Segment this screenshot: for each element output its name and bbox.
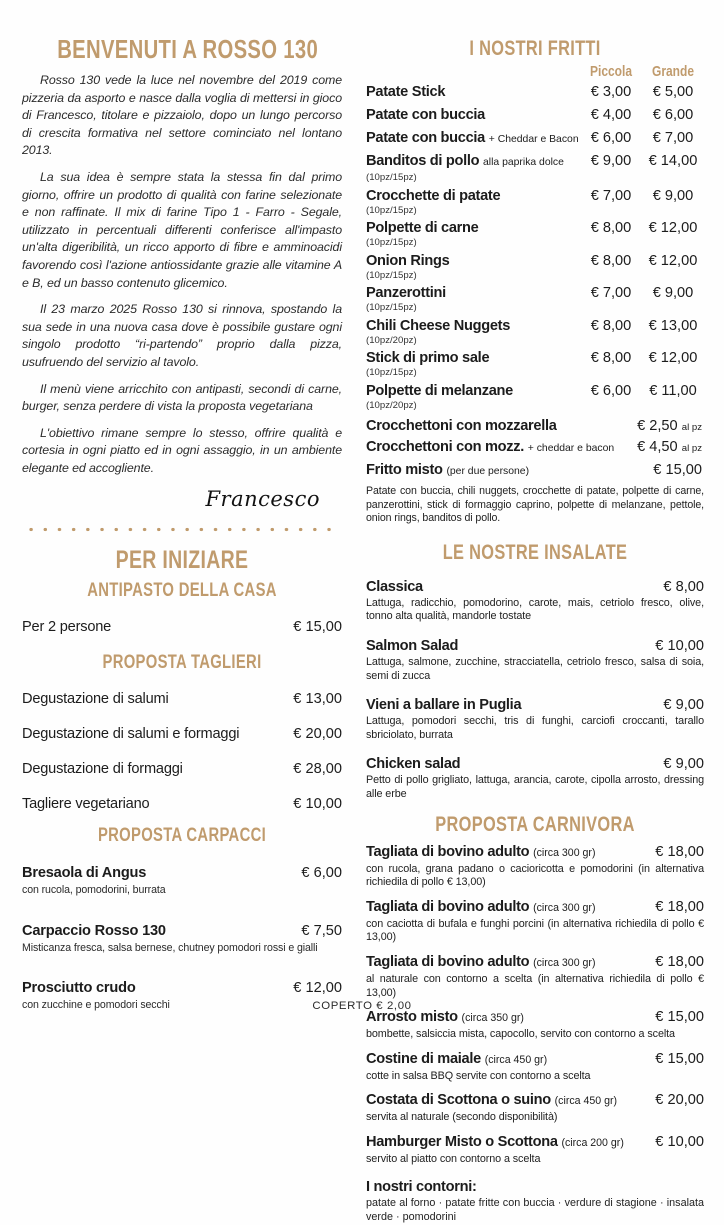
menu-item-block <box>366 1133 704 1167</box>
item-name: Bresaola di Angus <box>22 865 147 882</box>
fritto-misto-note: Patate con buccia, chili nuggets, crocchette di patate, polpette di carne, panzerottini, stick di formaggio caprino, polpette di melanzane, pettole, onion rings, banditos di pollo. <box>366 485 704 525</box>
item-suffix: alla paprika dolce <box>483 157 564 168</box>
fritti-single-row <box>366 461 704 481</box>
item-name: Patate con buccia <box>366 130 485 146</box>
item-weight: (circa 300 gr) <box>533 846 596 859</box>
item-name: Panzerottini <box>366 285 446 301</box>
owner-signature: Francesco <box>205 487 320 512</box>
item-price-small: € 7,00 <box>590 285 632 301</box>
item-name: Crocchette di patate <box>366 187 501 204</box>
item-name: Vieni a ballare in Puglia <box>366 697 522 714</box>
item-description: Petto di pollo grigliato, lattuga, arancia, carote, cipolla arrosto, dressing alle erbe <box>366 774 704 800</box>
item-name: Polpette di melanzane <box>366 382 513 399</box>
intro-paragraph: Il 23 marzo 2025 Rosso 130 si rinnova, spostando la sua sede in una nuova casa dove è possibile gustare ogni singolo prodotto “ri-partendo” proprio dalla pizza, usufruendo del servizio al tavolo. <box>22 302 342 369</box>
menu-item-block <box>366 898 704 945</box>
item-price-small: € 8,00 <box>590 252 632 269</box>
menu-item-block <box>22 922 342 956</box>
section-title-per-iniziare: PER INIZIARE <box>115 546 249 575</box>
item-price-large: € 12,00 <box>648 220 698 236</box>
fritti-row <box>366 252 704 282</box>
menu-item-row <box>22 795 342 814</box>
item-price: € 18,00 <box>655 953 704 970</box>
item-description: con rucola, pomodorini, burrata <box>22 884 166 897</box>
item-name: Per 2 persone <box>22 619 112 636</box>
item-description: con caciotta di bufala e funghi porcini (in alternativa richiedila di pollo € 13,00) <box>366 917 704 944</box>
item-price-large: € 13,00 <box>648 317 698 334</box>
item-weight: (circa 300 gr) <box>533 956 596 969</box>
item-name: Tagliata di bovino adulto <box>366 843 530 860</box>
item-price: € 8,00 <box>663 578 704 595</box>
item-quantity: (10pz/15pz) <box>366 204 417 216</box>
item-price: € 4,50 <box>637 439 678 455</box>
item-name: Tagliata di bovino adulto <box>366 953 530 970</box>
section-title-carnivora: PROPOSTA CARNIVORA <box>435 812 635 836</box>
item-price: € 10,00 <box>293 796 342 813</box>
item-name: Onion Rings <box>366 252 450 269</box>
item-name: Hamburger Misto o Scottona <box>366 1133 558 1150</box>
item-name: Degustazione di formaggi <box>22 761 183 778</box>
item-price: € 10,00 <box>655 637 704 654</box>
item-price-small: € 6,00 <box>590 382 632 399</box>
menu-item-block <box>366 578 704 624</box>
menu-item-row <box>22 618 342 637</box>
item-name: Chicken salad <box>366 756 461 773</box>
item-price: € 15,00 <box>655 1009 704 1026</box>
item-name: Chili Cheese Nuggets <box>366 317 511 334</box>
item-weight: (circa 450 gr) <box>554 1095 618 1108</box>
item-name: Polpette di carne <box>366 220 479 236</box>
item-line <box>22 922 342 940</box>
item-quantity: (10pz/15pz) <box>366 302 417 313</box>
dotted-divider <box>24 527 340 532</box>
menu-item-block <box>366 1008 704 1042</box>
item-name: Carpaccio Rosso 130 <box>22 922 166 939</box>
item-name: Banditos di pollo <box>366 153 480 169</box>
item-description: servito al piatto con contorno a scelta <box>366 1152 541 1165</box>
left-column <box>0 0 360 1013</box>
intro-paragraph: Il menù viene arricchito con antipasti, secondi di carne, burger, senza perdere di vista la proposta vegetariana <box>22 381 342 414</box>
menu-item-block <box>366 696 704 742</box>
menu-item-row <box>22 725 342 744</box>
intro-paragraph: La sua idea è sempre stata la stessa fin dal primo giorno, offrire un prodotto di qualità con farine selezionate e non raffinate. Il mix di farine Tipo 1 - Farro - Segale, utilizzato in percentuali differenti conferisce all'impasto un'alta digeribilità, un ricco apporto di fibre e amminoacidi favorendo così l'azione antiossidante grazie alle vitamine A e B, ed un basso contenuto glicemico. <box>22 169 342 290</box>
item-line <box>366 1091 704 1110</box>
item-price-small: € 4,00 <box>590 107 632 123</box>
contorni-title: I nostri contorni: <box>366 1179 477 1196</box>
item-quantity: (10pz/20pz) <box>366 334 417 346</box>
item-suffix: + Cheddar e Bacon <box>488 134 579 145</box>
item-name: Classica <box>366 578 423 595</box>
item-line <box>366 637 704 655</box>
fritti-row <box>366 382 704 412</box>
item-price-small: € 7,00 <box>590 187 632 204</box>
item-line <box>22 979 342 997</box>
menu-item-block <box>366 1091 704 1125</box>
item-name: Patate con buccia <box>366 107 485 123</box>
fritti-row <box>366 83 704 103</box>
item-description: al naturale con contorno a scelta (in alternativa richiedila di pollo € 13,00) <box>366 972 704 999</box>
item-name: Crocchettoni con mozzarella <box>366 418 557 434</box>
item-price-large: € 9,00 <box>652 285 694 301</box>
item-price: € 18,00 <box>655 898 704 915</box>
intro-text <box>22 72 342 477</box>
item-quantity: (10pz/15pz) <box>366 367 417 378</box>
item-price: € 7,50 <box>301 922 342 939</box>
fritti-row <box>366 284 704 314</box>
fritti-single-row <box>366 438 704 458</box>
subsection-title-taglieri: PROPOSTA TAGLIERI <box>102 652 262 674</box>
item-name: Patate Stick <box>366 84 446 100</box>
item-line <box>366 696 704 714</box>
item-price-small: € 9,00 <box>590 153 632 169</box>
menu-item-row <box>22 690 342 709</box>
menu-item-block <box>366 1050 704 1084</box>
menu-item-block <box>366 755 704 801</box>
item-name: Tagliata di bovino adulto <box>366 898 530 915</box>
column-header-large: Grande <box>651 63 694 80</box>
item-description: servita al naturale (secondo disponibilità) <box>366 1111 558 1124</box>
item-description: con zucchine e pomodori secchi <box>22 999 170 1012</box>
item-price-large: € 14,00 <box>648 153 698 169</box>
item-price-small: € 8,00 <box>590 317 632 334</box>
item-description: Lattuga, pomodori secchi, tris di funghi, carciofi croccanti, tarallo sbriciolato, burrata <box>366 715 704 741</box>
item-price: € 15,00 <box>653 462 702 478</box>
item-price-small: € 8,00 <box>590 220 632 236</box>
item-name: Salmon Salad <box>366 637 459 654</box>
welcome-title: BENVENUTI A ROSSO 130 <box>57 34 319 64</box>
footer-coperto: COPERTO € 2,00 <box>312 1000 412 1012</box>
contorni-description: patate al forno · patate fritte con buccia · verdure di stagione · insalata verde · pomodorini <box>366 1197 704 1224</box>
menu-item-row <box>22 760 342 779</box>
item-price: € 9,00 <box>663 756 704 773</box>
item-price-large: € 11,00 <box>649 382 697 399</box>
item-quantity: (10pz/20pz) <box>366 399 417 411</box>
item-name: Crocchettoni con mozz. <box>366 439 524 455</box>
section-title-fritti: I NOSTRI FRITTI <box>469 37 601 60</box>
item-price: € 10,00 <box>655 1133 704 1150</box>
item-unit: al pz <box>681 443 702 454</box>
item-weight: (circa 200 gr) <box>561 1136 624 1149</box>
item-line <box>366 578 704 596</box>
item-description: Misticanza fresca, salsa bernese, chutney pomodori rossi e gialli <box>22 941 318 954</box>
item-description: cotte in salsa BBQ servite con contorno a scelta <box>366 1069 591 1082</box>
fritti-row <box>366 317 704 347</box>
menu-item-block <box>22 864 342 898</box>
item-price: € 15,00 <box>293 619 342 636</box>
item-description: bombette, salsiccia mista, capocollo, servito con contorno a scelta <box>366 1028 675 1041</box>
item-price: € 13,00 <box>293 691 342 708</box>
item-quantity: (10pz/15pz) <box>366 237 417 248</box>
menu-item-block <box>366 953 704 1000</box>
fritti-row <box>366 106 704 126</box>
item-name: Stick di primo sale <box>366 350 490 366</box>
menu-item-block <box>366 843 704 890</box>
menu-item-block <box>366 637 704 683</box>
item-quantity: (10pz/15pz) <box>366 172 417 183</box>
subsection-title-carpacci: PROPOSTA CARPACCI <box>97 825 267 847</box>
item-price-large: € 5,00 <box>652 84 694 100</box>
item-name: Degustazione di salumi <box>22 691 169 708</box>
column-header-small: Piccola <box>589 63 633 80</box>
item-weight: (circa 350 gr) <box>461 1012 524 1025</box>
item-suffix: + cheddar e bacon <box>527 443 615 454</box>
item-price-large: € 9,00 <box>652 187 694 204</box>
item-weight: (circa 300 gr) <box>533 901 596 914</box>
section-title-insalate: LE NOSTRE INSALATE <box>442 540 628 564</box>
item-line <box>366 1133 704 1152</box>
item-description: Lattuga, salmone, zucchine, stracciatella, cetriolo fresco, salsa di soia, semi di zucca <box>366 655 704 682</box>
item-price: € 20,00 <box>293 726 342 743</box>
item-line <box>22 864 342 882</box>
item-price: € 12,00 <box>293 980 342 997</box>
item-price: € 28,00 <box>293 761 342 778</box>
item-price-large: € 12,00 <box>648 350 698 366</box>
item-description: con rucola, grana padano o cacioricotta e pomodorini (in alternativa richiedila di pollo € 13,00) <box>366 862 704 889</box>
fritti-row <box>366 219 704 249</box>
right-column <box>360 0 724 1225</box>
fritti-row <box>366 129 704 149</box>
item-suffix: (per due persone) <box>446 466 530 477</box>
item-name: Fritto misto <box>366 462 443 478</box>
item-name: Degustazione di salumi e formaggi <box>22 726 240 743</box>
item-unit: al pz <box>681 422 702 433</box>
item-price: € 2,50 <box>637 418 678 434</box>
item-name: Arrosto misto <box>366 1009 458 1026</box>
item-line <box>366 843 704 862</box>
fritti-row <box>366 187 704 217</box>
item-weight: (circa 450 gr) <box>484 1053 548 1066</box>
item-line <box>366 755 704 773</box>
fritti-single-row <box>366 417 704 435</box>
item-price: € 15,00 <box>655 1050 704 1067</box>
item-price: € 18,00 <box>655 843 704 860</box>
fritti-column-headers <box>366 63 704 80</box>
item-price: € 9,00 <box>663 697 704 714</box>
item-line <box>366 953 704 972</box>
item-name: Costata di Scottona o suino <box>366 1092 551 1109</box>
item-price-small: € 8,00 <box>590 350 632 366</box>
intro-paragraph: Rosso 130 vede la luce nel novembre del 2019 come pizzeria da asporto e nasce dalla voglia di mettersi in gioco di Francesco, titolare e pizzaiolo, dopo un lungo percorso di crescita formativa nel settore cominciato nel lontano 2013. <box>22 73 342 158</box>
item-name: Prosciutto crudo <box>22 980 136 997</box>
item-description: Lattuga, radicchio, pomodorino, carote, mais, cetriolo fresco, olive, tonno alta qualità, mandorle tostate <box>366 596 704 623</box>
item-name: Costine di maiale <box>366 1050 481 1067</box>
item-price: € 20,00 <box>655 1092 704 1109</box>
item-price: € 6,00 <box>301 865 342 882</box>
item-quantity: (10pz/15pz) <box>366 269 417 281</box>
subsection-title-antipasto: ANTIPASTO DELLA CASA <box>87 580 277 602</box>
item-name: Tagliere vegetariano <box>22 796 150 813</box>
item-price-large: € 7,00 <box>652 130 694 146</box>
item-line <box>366 1050 704 1069</box>
item-price-small: € 6,00 <box>590 130 632 146</box>
item-price-large: € 12,00 <box>648 252 698 269</box>
item-price-large: € 6,00 <box>652 107 694 123</box>
intro-paragraph: L'obiettivo rimane sempre lo stesso, offrire qualità e cortesia in ogni piatto ed in ogni assaggio, in un ambiente elegante ed accogliente. <box>22 425 342 475</box>
fritti-row <box>366 152 704 184</box>
fritti-row <box>366 349 704 379</box>
item-line <box>366 898 704 917</box>
item-price-small: € 3,00 <box>590 84 632 100</box>
